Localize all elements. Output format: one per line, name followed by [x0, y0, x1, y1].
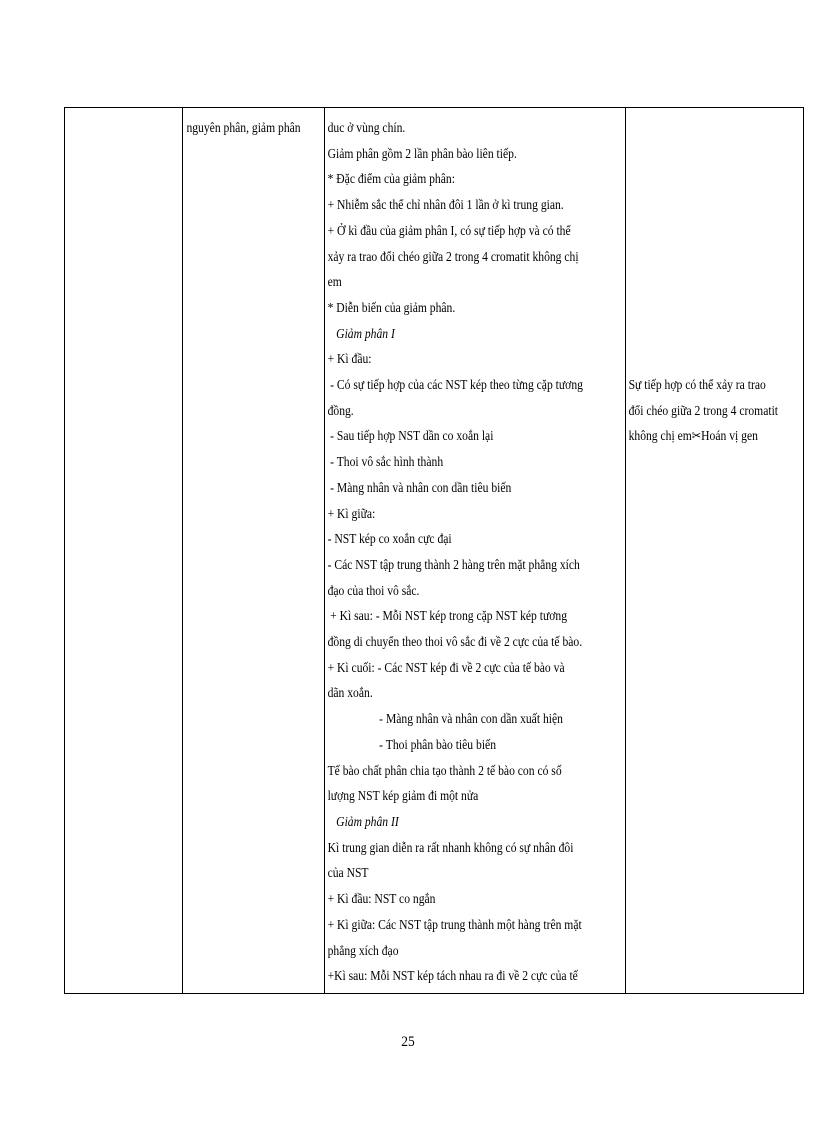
content-line: * Diễn biến của giảm phân.	[327, 299, 456, 315]
table-cell-topic	[183, 108, 325, 994]
content-lines	[325, 108, 583, 989]
scissors-icon: ✂	[691, 428, 702, 444]
note-line-3-end: Hoán vị gen	[701, 428, 758, 444]
page-number: 25	[401, 1034, 415, 1050]
content-line: Tế bào chất phân chia tạo thành 2 tế bào con có số	[327, 762, 562, 778]
content-line: phẳng xích đạo	[327, 942, 399, 958]
content-line: - Có sự tiếp hợp của các NST kép theo từng cặp tương	[330, 377, 583, 393]
content-line: của NST	[327, 865, 369, 881]
note-line-2: đổi chéo giữa 2 trong 4 cromatit	[628, 402, 778, 418]
content-table	[64, 107, 804, 994]
content-line: đồng di chuyển theo thoi vô sắc đi về 2 cực của tế bào.	[327, 634, 583, 650]
table-cell-note	[625, 108, 803, 994]
content-line: - Màng nhân và nhân con dần tiêu biến	[330, 479, 512, 495]
note-line-1: Sự tiếp hợp có thể xảy ra trao	[628, 377, 766, 392]
content-line: + Kì đầu:	[327, 351, 372, 367]
content-line: - NST kép co xoắn cực đại	[327, 531, 452, 547]
content-line: Giảm phân I	[336, 325, 395, 341]
table-cell-empty	[65, 108, 183, 994]
content-line: lượng NST kép giảm đi một nửa	[327, 788, 479, 804]
content-line: Giảm phân gồm 2 lần phân bào liên tiếp.	[327, 145, 517, 161]
content-line: em	[327, 274, 342, 290]
content-line: xảy ra trao đổi chéo giữa 2 trong 4 cromatit không chị	[327, 248, 579, 264]
content-line: - Thoi vô sắc hình thành	[330, 454, 444, 470]
table-row	[65, 108, 804, 994]
content-line: + Kì cuối: - Các NST kép đi về 2 cực của tế bào và	[327, 659, 565, 675]
content-line: Giảm phân II	[336, 813, 399, 829]
content-line: - Các NST tập trung thành 2 hàng trên mặt phẳng xích	[327, 556, 580, 572]
content-line: đồng.	[327, 402, 354, 418]
content-line: - Màng nhân và nhân con dần xuất hiện	[379, 711, 563, 727]
content-line: - Thoi phân bào tiêu biến	[379, 736, 497, 752]
table-cell-content	[325, 108, 626, 994]
content-line: + Kì giữa: Các NST tập trung thành một hàng trên mặt	[327, 916, 582, 932]
note-line-3-start: không chị em	[628, 428, 692, 444]
content-line: - Sau tiếp hợp NST dần co xoắn lại	[330, 428, 494, 444]
content-line: + Nhiễm sắc thể chỉ nhân đôi 1 lần ở kì trung gian.	[327, 197, 564, 213]
content-line: dãn xoắn.	[327, 685, 373, 701]
content-line: đạo của thoi vô sắc.	[327, 582, 420, 598]
content-line: + Ở kì đầu của giảm phân I, có sự tiếp hợp và có thể	[327, 222, 571, 238]
content-line: + Kì sau: - Mỗi NST kép trong cặp NST kép tương	[330, 608, 568, 624]
content-line: duc ở vùng chín.	[327, 120, 406, 135]
content-line: Kì trung gian diễn ra rất nhanh không có sự nhân đôi	[327, 839, 574, 855]
content-line: + Kì đầu: NST co ngắn	[327, 891, 436, 907]
note-line-3	[629, 423, 778, 449]
content-line: * Đặc điểm của giảm phân:	[327, 171, 455, 187]
content-line: +Kì sau: Mỗi NST kép tách nhau ra đi về 2 cực của tế	[327, 968, 578, 984]
topic-text: nguyên phân, giảm phân	[186, 120, 301, 135]
content-line: + Kì giữa:	[327, 505, 376, 521]
